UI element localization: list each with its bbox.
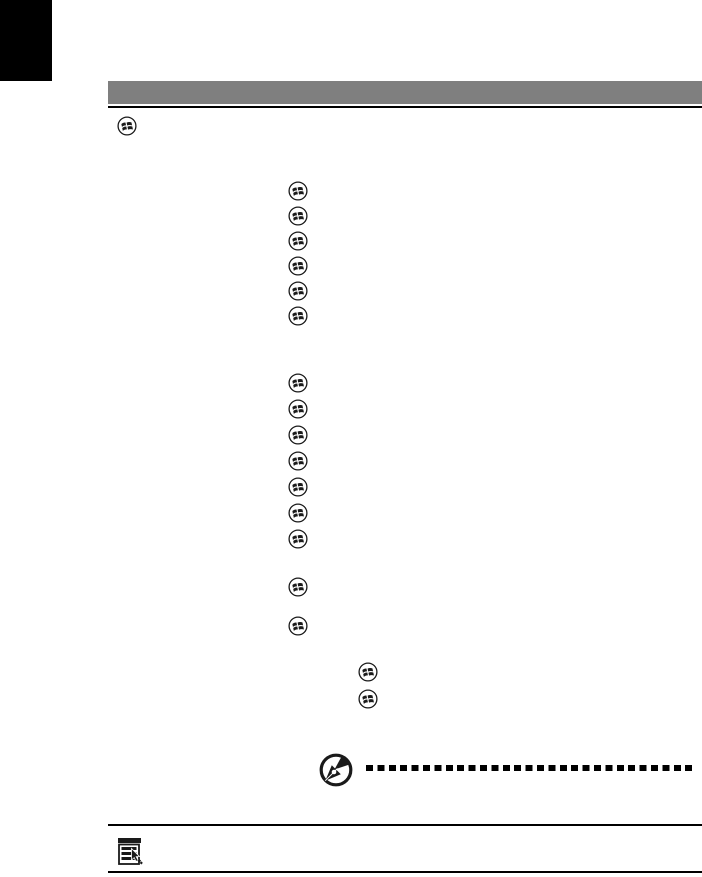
windows-key-icon <box>288 399 308 419</box>
windows-key-icon <box>288 616 308 636</box>
windows-key-icon <box>288 451 308 471</box>
note-document-icon <box>117 837 143 865</box>
chapter-tab <box>0 0 52 81</box>
windows-key-icon <box>117 116 137 136</box>
windows-key-icon <box>358 662 378 682</box>
windows-key-icon <box>288 231 308 251</box>
windows-key-icon <box>288 181 308 201</box>
windows-key-icon <box>288 256 308 276</box>
windows-key-icon <box>288 503 308 523</box>
row-group-4-indented <box>358 662 378 709</box>
windows-key-icon <box>358 689 378 709</box>
row-group-2 <box>288 373 308 549</box>
table-header-bar <box>108 81 702 104</box>
footer-bottom-rule <box>108 871 702 873</box>
footer-top-rule <box>108 824 702 826</box>
windows-key-icon <box>288 373 308 393</box>
windows-key-icon <box>288 577 308 597</box>
row-group-1 <box>288 181 308 326</box>
windows-key-icon <box>288 425 308 445</box>
row-group-3 <box>288 577 308 636</box>
windows-key-icon <box>288 206 308 226</box>
windows-key-icon <box>288 306 308 326</box>
windows-key-icon <box>288 529 308 549</box>
table-header-underline <box>108 106 702 108</box>
windows-key-icon <box>288 477 308 497</box>
note-compass-icon <box>318 752 354 788</box>
note-dashed-rule <box>366 765 695 771</box>
windows-key-icon <box>288 281 308 301</box>
